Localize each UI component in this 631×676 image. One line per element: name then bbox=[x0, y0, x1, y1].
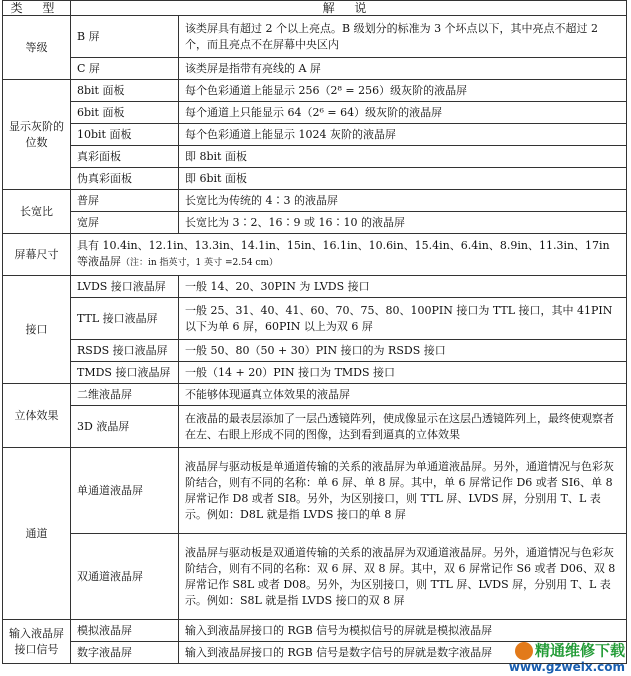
type-10bit: 10bit 面板 bbox=[71, 124, 179, 146]
watermark-logo-icon bbox=[515, 642, 533, 660]
desc-dual-channel: 液晶屏与驱动板是双通道传输的关系的液晶屏为双通道液晶屏。另外，通道情况与色彩灰阶结合，则有不同的名称：双 6 屏、双 8 屏。其中，双 6 屏常记作 S6 或者 D06、双 8 屏常记作 S8L 或者 D08。另外，为区别接口，则 TTL 屏、LVDS 屏，分别用 T、L 表示。例如：S8L 就是指 LVDS 接口的双 8 屏 bbox=[179, 534, 627, 620]
desc-wide-screen: 长宽比为 3∶2、16∶9 或 16∶10 的液晶屏 bbox=[179, 212, 627, 234]
table-row bbox=[3, 146, 627, 168]
category-channel: 通道 bbox=[3, 448, 71, 620]
table-row bbox=[3, 124, 627, 146]
desc-single-channel: 液晶屏与驱动板是单通道传输的关系的液晶屏为单通道液晶屏。另外，通道情况与色彩灰阶结合，则有不同的名称：单 6 屏、单 8 屏。其中，单 6 屏常记作 D6 或者 SI6、单 8 屏常记作 D8 或者 SI8。另外，为区别接口，则 TTL 屏、LVDS 屏，分别用 T、L 表示。例如：D8L 就是指 LVDS 接口的单 8 屏 bbox=[179, 448, 627, 534]
type-rsds: RSDS 接口液晶屏 bbox=[71, 340, 179, 362]
category-gray-bits: 显示灰阶的位数 bbox=[3, 80, 71, 190]
type-ttl: TTL 接口液晶屏 bbox=[71, 298, 179, 340]
type-fake-true-color: 伪真彩面板 bbox=[71, 168, 179, 190]
desc-3d: 在液晶的最表层添加了一层凸透镜阵列，使成像显示在这层凸透镜阵列上，最终使观察者在左、右眼上形成不同的图像，达到看到逼真的立体效果 bbox=[179, 406, 627, 448]
table-row bbox=[3, 16, 627, 58]
desc-tmds: 一般（14 + 20）PIN 接口为 TMDS 接口 bbox=[179, 362, 627, 384]
table-row bbox=[3, 102, 627, 124]
type-2d: 二维液晶屏 bbox=[71, 384, 179, 406]
table-row bbox=[3, 534, 627, 620]
desc-lvds: 一般 14、20、30PIN 为 LVDS 接口 bbox=[179, 276, 627, 298]
desc-screen-size bbox=[71, 234, 627, 276]
watermark-url: www.gzweix.com bbox=[508, 660, 625, 674]
category-interface: 接口 bbox=[3, 276, 71, 384]
watermark bbox=[509, 642, 625, 674]
watermark-title bbox=[509, 642, 625, 660]
type-dual-channel: 双通道液晶屏 bbox=[71, 534, 179, 620]
type-3d: 3D 液晶屏 bbox=[71, 406, 179, 448]
type-wide-screen: 宽屏 bbox=[71, 212, 179, 234]
table-row bbox=[3, 80, 627, 102]
table-row bbox=[3, 298, 627, 340]
type-normal-screen: 普屏 bbox=[71, 190, 179, 212]
desc-8bit: 每个色彩通道上能显示 256（2⁸ = 256）级灰阶的液晶屏 bbox=[179, 80, 627, 102]
header-explain: 解 说 bbox=[71, 1, 627, 16]
desc-analog: 输入到液晶屏接口的 RGB 信号为模拟信号的屏就是模拟液晶屏 bbox=[179, 620, 627, 642]
type-b-screen: B 屏 bbox=[71, 16, 179, 58]
type-lvds: LVDS 接口液晶屏 bbox=[71, 276, 179, 298]
desc-normal-screen: 长宽比为传统的 4∶3 的液晶屏 bbox=[179, 190, 627, 212]
table-row bbox=[3, 190, 627, 212]
table-row bbox=[3, 340, 627, 362]
desc-true-color: 即 8bit 面板 bbox=[179, 146, 627, 168]
table-row bbox=[3, 234, 627, 276]
desc-10bit: 每个色彩通道上能显示 1024 灰阶的液晶屏 bbox=[179, 124, 627, 146]
header-type: 类 型 bbox=[3, 1, 71, 16]
table-row bbox=[3, 276, 627, 298]
table-row bbox=[3, 362, 627, 384]
size-note: （注：in 指英寸，1 英寸 =2.54 cm） bbox=[121, 258, 278, 268]
type-tmds: TMDS 接口液晶屏 bbox=[71, 362, 179, 384]
desc-c-screen: 该类屏是指带有亮线的 A 屏 bbox=[179, 58, 627, 80]
category-stereo: 立体效果 bbox=[3, 384, 71, 448]
category-grade: 等级 bbox=[3, 16, 71, 80]
table-row bbox=[3, 212, 627, 234]
desc-b-screen: 该类屏具有超过 2 个以上亮点。B 级划分的标准为 3 个坏点以下，其中亮点不超过 2 个，而且亮点不在屏幕中央区内 bbox=[179, 16, 627, 58]
type-c-screen: C 屏 bbox=[71, 58, 179, 80]
desc-2d: 不能够体现逼真立体效果的液晶屏 bbox=[179, 384, 627, 406]
watermark-line1: 精通维修下载 bbox=[534, 641, 625, 660]
table-row bbox=[3, 448, 627, 534]
category-aspect-ratio: 长宽比 bbox=[3, 190, 71, 234]
table-row bbox=[3, 168, 627, 190]
table-row bbox=[3, 620, 627, 642]
category-input-signal: 输入液晶屏接口信号 bbox=[3, 620, 71, 664]
type-digital: 数字液晶屏 bbox=[71, 642, 179, 664]
table-row bbox=[3, 58, 627, 80]
desc-digital: 输入到液晶屏接口的 RGB 信号是数字信号的屏就是数字液晶屏 bbox=[179, 642, 627, 664]
type-single-channel: 单通道液晶屏 bbox=[71, 448, 179, 534]
type-analog: 模拟液晶屏 bbox=[71, 620, 179, 642]
type-true-color: 真彩面板 bbox=[71, 146, 179, 168]
desc-rsds: 一般 50、80（50 + 30）PIN 接口的为 RSDS 接口 bbox=[179, 340, 627, 362]
lcd-classification-table bbox=[2, 0, 627, 664]
type-8bit: 8bit 面板 bbox=[71, 80, 179, 102]
desc-ttl: 一般 25、31、40、41、60、70、75、80、100PIN 接口为 TTL 接口，其中 41PIN 以下为单 6 屏，60PIN 以上为双 6 屏 bbox=[179, 298, 627, 340]
table-header-row bbox=[3, 1, 627, 16]
category-screen-size: 屏幕尺寸 bbox=[3, 234, 71, 276]
type-6bit: 6bit 面板 bbox=[71, 102, 179, 124]
table-row bbox=[3, 406, 627, 448]
desc-6bit: 每个通道上只能显示 64（2⁶ = 64）级灰阶的液晶屏 bbox=[179, 102, 627, 124]
desc-fake-true-color: 即 6bit 面板 bbox=[179, 168, 627, 190]
size-list-text: 具有 10.4in、12.1in、13.3in、14.1in、15in、16.1in、10.6in、15.4in、6.4in、8.9in、11.3in、17in 等液晶屏 bbox=[77, 239, 610, 268]
table-row bbox=[3, 384, 627, 406]
